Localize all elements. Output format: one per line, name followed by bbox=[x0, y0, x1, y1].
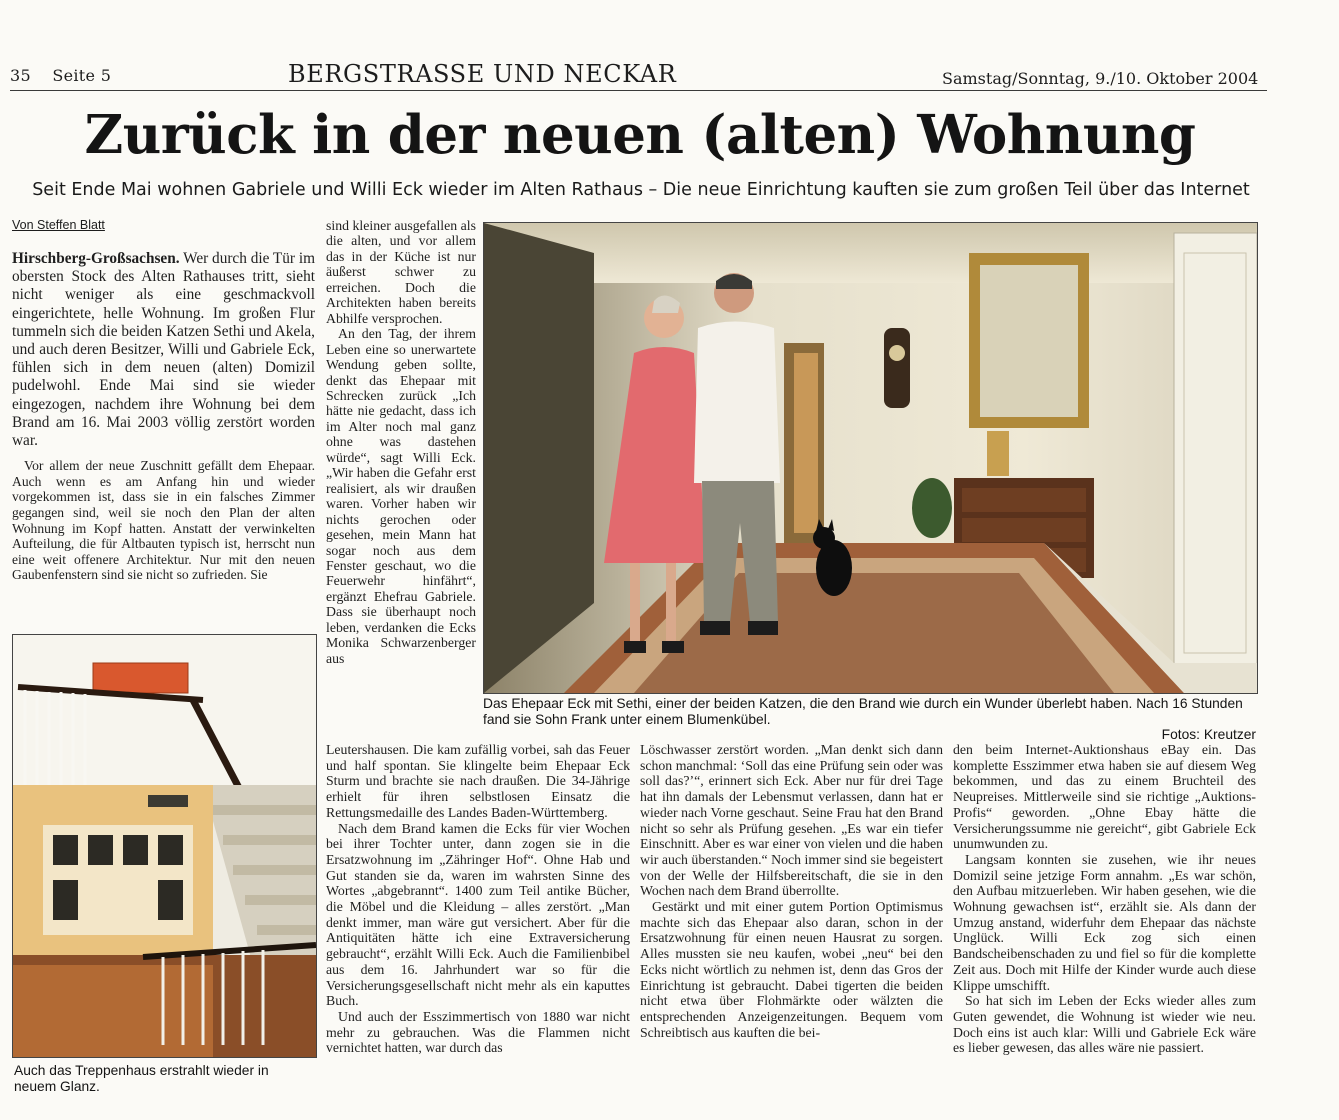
masthead-page-info bbox=[10, 66, 127, 85]
issue-date: Samstag/Sonntag, 9./10. Oktober 2004 bbox=[942, 69, 1259, 88]
paragraph: Nach dem Brand kamen die Ecks für vier Wochen bei ihrer Tochter unter, dann zogen sie in die Ersatzwohnung im „Zähringer Hof“. Ohne Hab und Gut standen sie da, waren im wahrsten Sinne des Wortes „abgebrannt“. 1400 zum Teil antike Bücher, die Möbel und die Kleidung – alles zerstört. „Man denkt immer, man wäre gut versichert. Aber für die Antiquitäten hätte ich eine Extraversicherung gebraucht“, erzählt Willi Eck. Auch die Familienbibel aus dem 16. Jahrhundert war so für die Versicherungsgesellschaft nicht mehr als ein kaputtes Buch. bbox=[326, 820, 630, 1009]
couple-living-room-photo bbox=[483, 222, 1258, 694]
section-title: BERGSTRASSE UND NECKAR bbox=[288, 60, 677, 88]
paragraph: sind kleiner ausgefallen als die alten, und vor allem das in der Küche ist nur äußerst schwer zu erreichen. Doch die Architekten haben bereits Abhilfe versprochen. bbox=[326, 218, 476, 326]
paragraph: Langsam konnten sie zusehen, wie ihr neues Domizil seine jetzige Form annahm. „Es war schön, den Aufbau mitzuerleben. Wir haben gesehen, wie die Wohnung gewachsen ist“, erzählt sie. Als dann der Umzug anstand, widerfuhr dem Ehepaar das nächste Unglück. Willi Eck zog sich einen Bandscheibenschaden zu und fiel so für die komplette Zeit aus. Doch mit Hilfe der Kinder wurde auch diese Klippe umschifft. bbox=[953, 851, 1256, 993]
staircase-photo bbox=[12, 634, 317, 1058]
paragraph-text: Wer durch die Tür im obersten Stock des Alten Rathauses tritt, sieht nicht weniger als eine geschmackvoll eingerichtete, helle Wohnung. Im großen Flur tummeln sich die beiden Katzen Sethi und Akela, und auch deren Besitzer, Willi und Gabriele Eck, fühlen sich in dem neuen (alten) Domizil pudelwohl. Ende Mai sind sie wieder eingezogen, nachdem ihre Wohnung bei dem Brand am 16. Mai 2003 völlig zerstört worden war. bbox=[12, 250, 315, 450]
byline: Von Steffen Blatt bbox=[12, 218, 105, 232]
paragraph bbox=[12, 250, 315, 450]
stairs-illustration bbox=[13, 635, 316, 1057]
paragraph: An den Tag, der ihrem Leben eine so unerwartete Wendung geben sollte, denkt das Ehepaar mit Schrecken zurück „Ich hätte nie gedacht, dass ich im Alter noch mal ganz ohne was dastehen würde“, sagt Willi Eck. „Wir haben die Gefahr erst realisiert, als wir draußen waren. Vorher haben wir nichts gerochen oder gesehen, mein Mann hat sogar noch aus dem Fenster geschaut, wo die Feuerwehr hinfährt“, ergänzt Ehefrau Gabriele. Dass sie überhaupt noch leben, verdanken die Ecks Monika Schwarzenberger aus bbox=[326, 326, 476, 666]
article-column-3 bbox=[640, 742, 943, 1097]
article-column-1 bbox=[12, 250, 315, 626]
photo-illustration bbox=[484, 223, 1257, 693]
headline: Zurück in der neuen (alten) Wohnung bbox=[84, 104, 1196, 166]
subheadline: Seit Ende Mai wohnen Gabriele und Willi Eck wieder im Alten Rathaus – Die neue Einrichtung kauften sie zum großen Teil über das Internet bbox=[32, 180, 1250, 200]
dateline: Hirschberg-Großsachsen. bbox=[12, 250, 180, 267]
main-photo-caption bbox=[483, 696, 1256, 743]
page-label: Seite 5 bbox=[52, 66, 112, 85]
caption-text: Das Ehepaar Eck mit Sethi, einer der beiden Katzen, die den Brand wie durch ein Wunder überlebt haben. Nach 16 Stunden fand sie Sohn Frank unter einem Blumenkübel. bbox=[483, 696, 1243, 727]
paragraph: Gestärkt und mit einer gutem Portion Optimismus machte sich das Ehepaar also daran, schon in der Ersatzwohnung für einen neuen Hausrat zu sorgen. Alles mussten sie neu kaufen, wobei „neu“ bei den Ecks nicht wörtlich zu nehmen ist, denn das Gros der Einrichtung ist gebraucht. Dabei tigerten die beiden nicht etwa über Flohmärkte oder wälzten die entsprechenden Anzeigenzeitungen. Bequem vom Schreibtisch aus kauften die bei- bbox=[640, 899, 943, 1040]
staircase-caption: Auch das Treppenhaus erstrahlt wieder in neuem Glanz. bbox=[14, 1063, 269, 1094]
photo-credit: Fotos: Kreutzer bbox=[1161, 727, 1256, 742]
page-number: 35 bbox=[10, 66, 31, 85]
paragraph: Leutershausen. Die kam zufällig vorbei, sah das Feuer und half spontan. Sie klingelte beim Ehepaar Eck Sturm und brachte sie nach draußen. Die 34-Jährige erhielt für ihren selbstlosen Einsatz die Rettungsmedaille des Landes Baden-Württemberg. bbox=[326, 742, 630, 820]
article-column-2-bottom bbox=[326, 742, 630, 1097]
paragraph: Und auch der Esszimmertisch von 1880 war nicht mehr zu gebrauchen. Was die Flammen nicht vernichtet hatten, war durch das bbox=[326, 1008, 630, 1056]
paragraph: Vor allem der neue Zuschnitt gefällt dem Ehepaar. Auch wenn es am Anfang hin und wieder vorgekommen ist, dass sie in ein falsches Zimmer gegangen sind, weil sie noch den Plan der alten Wohnung im Kopf hatten. Anstatt der verwinkelten Aufteilung, die für Altbauten typisch ist, herrscht nun eine weit offenere Architektur. Nur mit den neuen Gaubenfenstern sind sie nicht so zufrieden. Sie bbox=[12, 458, 315, 583]
article-column-2-top bbox=[326, 218, 476, 748]
paragraph: Löschwasser zerstört worden. „Man denkt sich dann schon manchmal: ‘Soll das eine Prüfung sein oder was soll das?’“, erinnert sich Eck. Aber nur für drei Tage hat ihn damals der Lebensmut verlassen, dann hat er wieder nach Vorne geschaut. Seine Frau hat den Brand nicht so sehr als Prüfung gesehen. „Es war ein tiefer Einschnitt. Aber es war einer von vielen und die haben wir auch überstanden.“ Noch immer sind sie begeistert von der Welle der Hilfsbereitschaft, die sie in den Wochen nach dem Brand überrollte. bbox=[640, 742, 943, 899]
paragraph: den beim Internet-Auktionshaus eBay ein. Das komplette Esszimmer etwa haben sie auf diesem Weg bekommen, und das zu einem Bruchteil des Neupreises. Mittlerweile sind sie richtige „Auktions-Profis“ geworden. „Ohne Ebay hätte die Versicherungssumme nie gereicht“, gibt Gabriele Eck unumwunden zu. bbox=[953, 742, 1256, 852]
paragraph: So hat sich im Leben der Ecks wieder alles zum Guten gewendet, die Wohnung ist wieder wie neu. Doch eins ist auch klar: Willi und Gabriele Eck wäre es lieber gewesen, das alles wäre nie passiert. bbox=[953, 993, 1256, 1056]
article-column-4 bbox=[953, 742, 1256, 1097]
masthead-rule bbox=[10, 90, 1267, 91]
